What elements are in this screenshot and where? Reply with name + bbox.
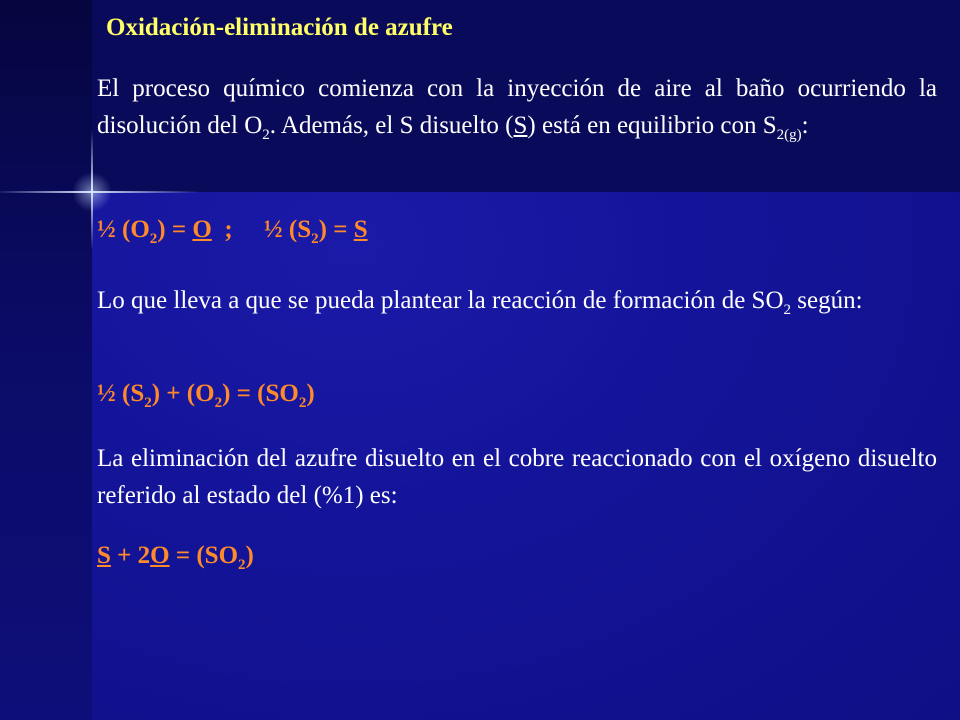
paragraph-formation: [97, 282, 937, 319]
intro-sub-1: 2: [262, 127, 270, 143]
eq1-text-c: ; ½ (S: [211, 216, 312, 243]
eq2-sub-3: 2: [298, 395, 307, 411]
sparkle-vertical-line: [91, 130, 93, 250]
eq1-text-d: ) =: [318, 216, 354, 243]
eq2-text-d: ): [306, 380, 315, 407]
intro-text-a: El proceso químico comienza con la inyección de aire al baño ocurriendo la disolución del O: [97, 75, 937, 139]
eq2-text-b: ) + (O: [151, 380, 215, 407]
formation-text-b: según:: [791, 287, 863, 314]
equation-dissolution: [97, 216, 368, 247]
intro-text-d: :: [801, 112, 809, 139]
eq2-sub-1: 2: [144, 395, 152, 411]
left-band-decoration: [0, 0, 92, 720]
sparkle-horizontal-line: [0, 191, 200, 193]
intro-dissolved-s: S: [513, 112, 528, 139]
eq1-dissolved-s: S: [353, 216, 368, 243]
eq2-text-a: ½ (S: [97, 380, 145, 407]
intro-text-c: ) está en equilibrio con S: [527, 112, 777, 139]
eq3-dissolved-s: S: [97, 542, 111, 569]
paragraph-intro: [97, 70, 937, 144]
slide-title: Oxidación-eliminación de azufre: [106, 14, 453, 41]
eq3-sub: 2: [238, 557, 246, 573]
formation-text-a: Lo que lleva a que se pueda plantear la reacción de formación de SO: [97, 287, 784, 314]
eq3-text-b: = (SO: [169, 542, 239, 569]
equation-elimination: [97, 542, 254, 573]
intro-text-b: . Además, el S disuelto (: [269, 112, 514, 139]
paragraph-elimination: La eliminación del azufre disuelto en el cobre reaccionado con el oxígeno disuelto referido al estado del (%1) es:: [97, 445, 937, 509]
formation-sub: 2: [783, 302, 791, 318]
eq2-sub-2: 2: [214, 395, 223, 411]
eq3-text-c: ): [245, 542, 254, 569]
eq1-text-b: ) =: [157, 216, 193, 243]
eq1-text-a: ½ (O: [97, 216, 150, 243]
eq1-dissolved-o: O: [192, 216, 212, 243]
eq1-sub-1: 2: [149, 231, 158, 247]
eq3-dissolved-o: O: [150, 542, 170, 569]
eq2-text-c: ) = (SO: [222, 380, 299, 407]
eq3-text-a: + 2: [110, 542, 151, 569]
equation-so2-formation: [97, 380, 315, 411]
eq1-sub-2: 2: [311, 231, 319, 247]
intro-sub-2: 2(g): [776, 127, 802, 143]
